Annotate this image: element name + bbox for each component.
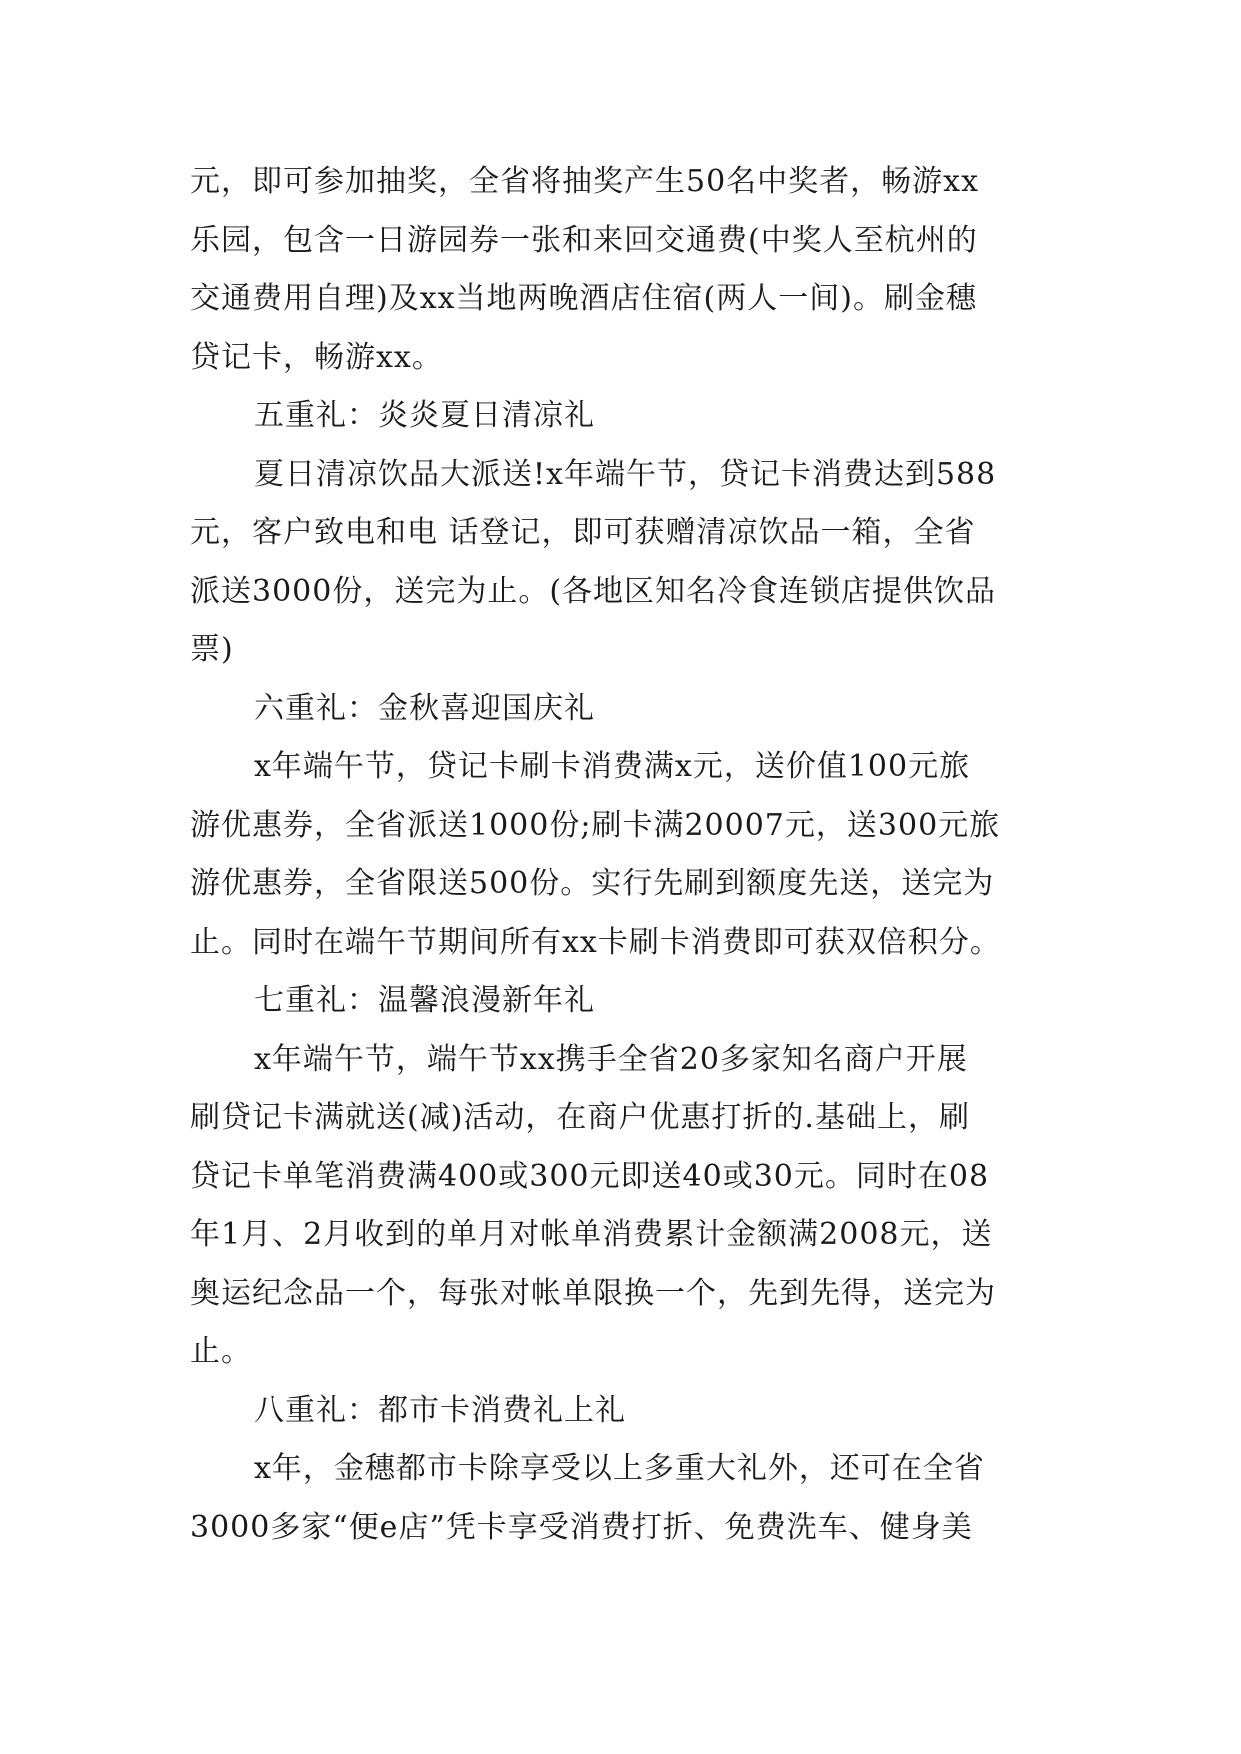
- paragraph-line: 止。同时在端午节期间所有xx卡刷卡消费即可获双倍积分。: [190, 924, 1001, 960]
- section-heading-6: 六重礼：金秋喜迎国庆礼: [254, 690, 595, 726]
- paragraph-line: x年端午节，端午节xx携手全省20多家知名商户开展: [254, 1041, 968, 1077]
- paragraph-line: 游优惠券，全省派送1000份;刷卡满20007元，送300元旅: [190, 807, 1001, 843]
- paragraph-line: x年，金穗都市卡除享受以上多重大礼外，还可在全省: [254, 1451, 985, 1486]
- paragraph-line: 乐园，包含一日游园券一张和来回交通费(中奖人至杭州的: [190, 222, 978, 258]
- paragraph-line: 派送3000份，送完为止。(各地区知名冷食连锁店提供饮品: [190, 573, 997, 609]
- paragraph-line: 贷记卡单笔消费满400或300元即送40或30元。同时在08: [190, 1158, 990, 1194]
- section-heading-8: 八重礼：都市卡消费礼上礼: [254, 1392, 626, 1428]
- paragraph-line: 止。: [190, 1334, 252, 1369]
- paragraph-line: 票): [190, 632, 234, 667]
- paragraph-line: 元，即可参加抽奖，全省将抽奖产生50名中奖者，畅游xx: [190, 164, 980, 199]
- document-body: [190, 162, 1060, 1566]
- paragraph-line: 游优惠券，全省限送500份。实行先刷到额度先送，送完为: [190, 866, 995, 901]
- paragraph-line: 刷贷记卡满就送(减)活动，在商户优惠打折的.基础上，刷: [190, 1100, 970, 1135]
- paragraph-line: x年端午节，贷记卡刷卡消费满x元，送价值100元旅: [254, 749, 971, 784]
- paragraph-line: 3000多家“便e店”凭卡享受消费打折、免费洗车、健身美: [190, 1509, 973, 1545]
- paragraph-line: 夏日清凉饮品大派送!x年端午节，贷记卡消费达到588: [254, 456, 997, 492]
- paragraph-line: 奥运纪念品一个，每张对帐单限换一个，先到先得，送完为: [190, 1275, 996, 1311]
- paragraph-line: 贷记卡，畅游xx。: [190, 339, 443, 375]
- section-heading-5: 五重礼：炎炎夏日清凉礼: [254, 398, 595, 433]
- paragraph-line: 交通费用自理)及xx当地两晚酒店住宿(两人一间)。刷金穗: [190, 281, 977, 316]
- paragraph-line: 元，客户致电和电 话登记，即可获赠清凉饮品一箱，全省: [190, 515, 976, 550]
- section-heading-7: 七重礼：温馨浪漫新年礼: [254, 983, 595, 1018]
- paragraph-line: 年1月、2月收到的单月对帐单消费累计金额满2008元，送: [190, 1217, 993, 1252]
